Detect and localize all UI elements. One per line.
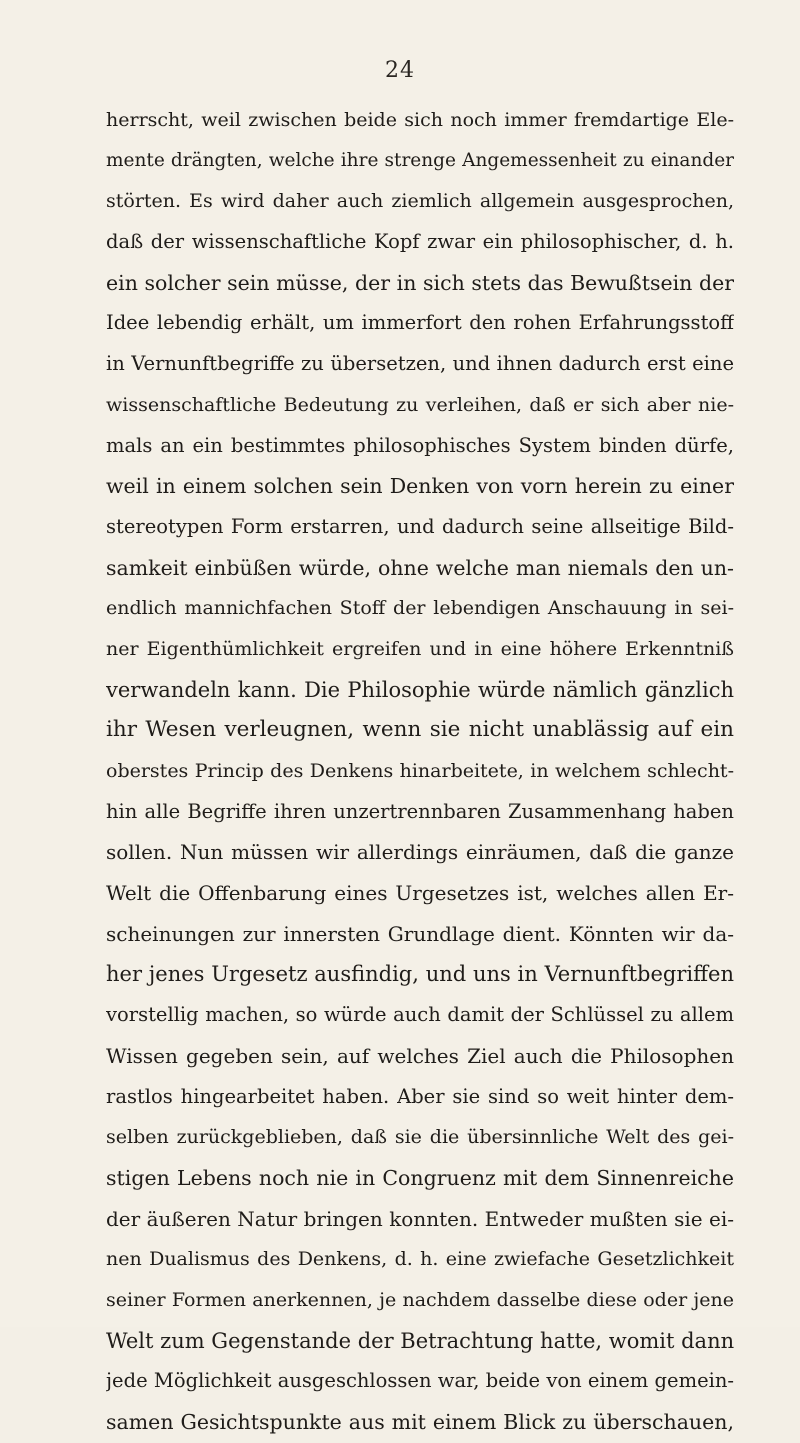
text-line: vorstellig machen, so würde auch damit der Schlüssel zu allem: [106, 1003, 734, 1027]
text-line: her jenes Urgesetz ausfindig, und uns in Vernunftbegriffen: [106, 962, 734, 987]
text-line: endlich mannichfachen Stoff der lebendigen Anschauung in sei-: [106, 597, 734, 620]
text-line: seiner Formen anerkennen, je nachdem dasselbe diese oder jene: [106, 1288, 734, 1311]
text-line: rastlos hingearbeitet haben. Aber sie sind so weit hinter dem-: [106, 1084, 734, 1108]
text-line: scheinungen zur innersten Grundlage dient. Könnten wir da-: [106, 921, 734, 946]
text-line: selben zurückgeblieben, daß sie die übersinnliche Welt des gei-: [106, 1126, 734, 1149]
text-line: mals an ein bestimmtes philosophisches System binden dürfe,: [106, 433, 734, 457]
text-line: nen Dualismus des Denkens, d. h. eine zwiefache Gesetzlichkeit: [106, 1248, 734, 1271]
text-line: ein solcher sein müsse, der in sich stets das Bewußtsein der: [106, 270, 734, 295]
text-line: stigen Lebens noch nie in Congruenz mit dem Sinnenreiche: [106, 1165, 734, 1190]
text-line: Welt zum Gegenstande der Betrachtung hatte, womit dann: [106, 1328, 734, 1353]
text-line: weil in einem solchen sein Denken von vorn herein zu einer: [106, 474, 734, 499]
text-line: Wissen gegeben sein, auf welches Ziel auch die Philosophen: [106, 1043, 734, 1068]
text-line: in Vernunftbegriffe zu übersetzen, und ihnen dadurch erst eine: [106, 352, 734, 376]
text-line: ner Eigenthümlichkeit ergreifen und in eine höhere Erkenntniß: [106, 637, 734, 660]
body-text: [106, 100, 734, 1443]
text-line: oberstes Princip des Denkens hinarbeitete, in welchem schlecht-: [106, 760, 734, 782]
text-line: wissenschaftliche Bedeutung zu verleihen, daß er sich aber nie-: [106, 393, 734, 416]
text-line: stereotypen Form erstarren, und dadurch seine allseitige Bild-: [106, 514, 734, 538]
text-line: sollen. Nun müssen wir allerdings einräumen, daß die ganze: [106, 840, 734, 865]
text-line: herrscht, weil zwischen beide sich noch immer fremdartige Ele-: [106, 109, 734, 131]
page-number: 24: [385, 58, 415, 83]
text-line: ihr Wesen verleugnen, wenn sie nicht unablässig auf ein: [106, 717, 734, 743]
text-line: Welt die Offenbarung eines Urgesetzes ist, welches allen Er-: [106, 881, 734, 906]
text-line: mente drängten, welche ihre strenge Angemessenheit zu einander: [106, 149, 734, 171]
text-line: daß der wissenschaftliche Kopf zwar ein philosophischer, d. h.: [106, 230, 734, 254]
text-line: verwandeln kann. Die Philosophie würde nämlich gänzlich: [106, 677, 734, 702]
text-line: hin alle Begriffe ihren unzertrennbaren Zusammenhang haben: [106, 799, 734, 823]
text-line: samkeit einbüßen würde, ohne welche man niemals den un-: [106, 555, 734, 580]
text-line: der äußeren Natur bringen konnten. Entweder mußten sie ei-: [106, 1206, 734, 1231]
text-line: jede Möglichkeit ausgeschlossen war, beide von einem gemein-: [106, 1369, 734, 1393]
text-line: Idee lebendig erhält, um immerfort den rohen Erfahrungsstoff: [106, 311, 734, 335]
text-line: samen Gesichtspunkte aus mit einem Blick zu überschauen,: [106, 1410, 734, 1434]
text-line: störten. Es wird daher auch ziemlich allgemein ausgesprochen,: [106, 190, 734, 213]
